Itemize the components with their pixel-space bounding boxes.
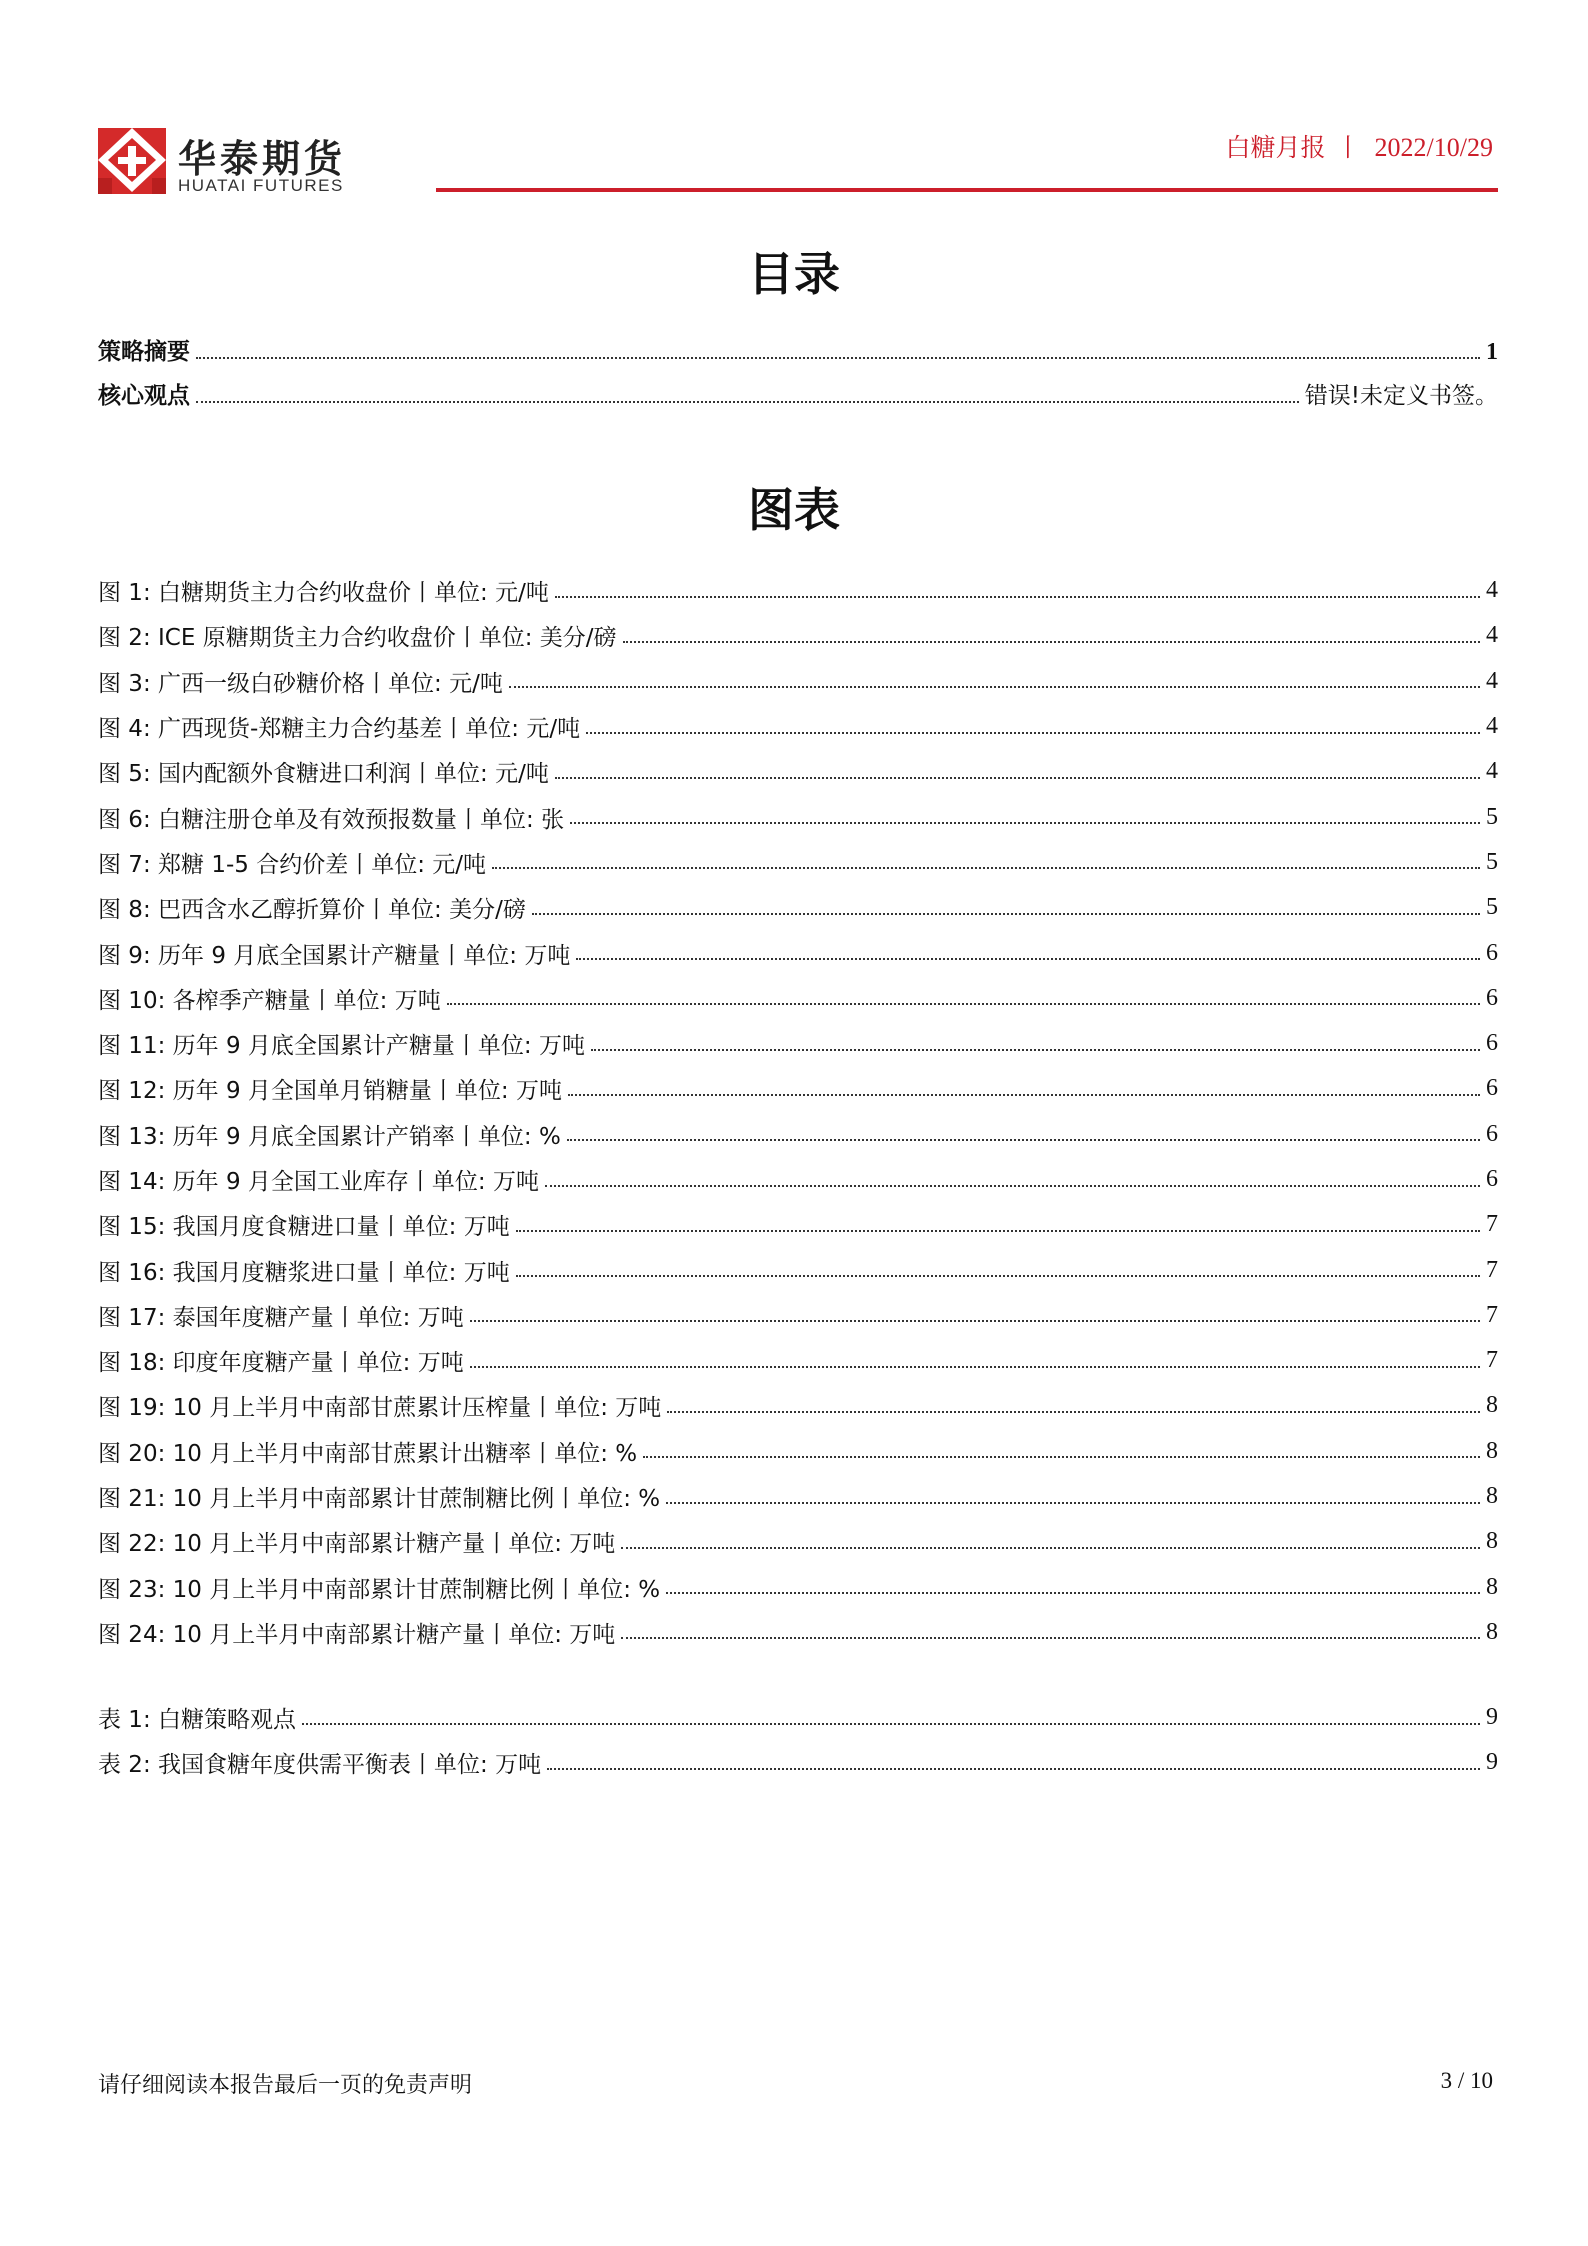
report-meta (1226, 128, 1493, 164)
figure-page: 4 (1486, 713, 1498, 740)
figure-entry[interactable] (98, 1293, 1498, 1338)
figure-page: 8 (1486, 1483, 1498, 1510)
figure-page: 5 (1486, 894, 1498, 921)
table-entry[interactable] (98, 1740, 1498, 1785)
footer-disclaimer: 请仔细阅读本报告最后一页的免责声明 (98, 2073, 473, 2098)
figure-entry[interactable] (98, 749, 1498, 794)
figure-page: 6 (1486, 1075, 1498, 1102)
logo-chinese-name: 华泰期货 (178, 137, 347, 181)
leader-dots (623, 641, 1481, 643)
figure-page: 7 (1486, 1347, 1498, 1374)
figure-label: 图 1: 白糖期货主力合约收盘价丨单位: 元/吨 (98, 580, 549, 607)
figure-entry[interactable] (98, 840, 1498, 885)
figure-label: 图 7: 郑糖 1-5 合约价差丨单位: 元/吨 (98, 851, 487, 878)
company-logo (98, 124, 398, 204)
leader-dots (570, 822, 1480, 824)
leader-dots (532, 913, 1480, 915)
table-label: 表 2: 我国食糖年度供需平衡表丨单位: 万吨 (98, 1752, 542, 1779)
figure-entry[interactable] (98, 976, 1498, 1021)
table-page: 9 (1486, 1704, 1498, 1731)
figure-page: 8 (1486, 1437, 1498, 1464)
leader-dots (621, 1547, 1480, 1549)
leader-dots (568, 1094, 1480, 1096)
leader-dots (555, 777, 1480, 779)
figure-entry[interactable] (98, 704, 1498, 749)
toc-entry[interactable] (98, 330, 1498, 366)
table-list (98, 1695, 1498, 1786)
figure-label: 图 20: 10 月上半月中南部甘蔗累计出糖率丨单位: % (98, 1440, 638, 1467)
figure-label: 图 9: 历年 9 月底全国累计产糖量丨单位: 万吨 (98, 942, 571, 969)
figure-label: 图 19: 10 月上半月中南部甘蔗累计压榨量丨单位: 万吨 (98, 1395, 662, 1422)
figure-entry[interactable] (98, 568, 1498, 613)
figure-page: 8 (1486, 1573, 1498, 1600)
huatai-logo-icon (98, 124, 166, 196)
figure-label: 图 10: 各榨季产糖量丨单位: 万吨 (98, 987, 441, 1014)
header-separator: 丨 (1335, 133, 1361, 162)
leader-dots (567, 1139, 1480, 1141)
figure-page: 6 (1486, 1120, 1498, 1147)
figure-page: 4 (1486, 622, 1498, 649)
table-label: 表 1: 白糖策略观点 (98, 1707, 297, 1734)
table-page: 9 (1486, 1749, 1498, 1776)
figure-label: 图 17: 泰国年度糖产量丨单位: 万吨 (98, 1304, 464, 1331)
figure-entry[interactable] (98, 1383, 1498, 1428)
figure-label: 图 2: ICE 原糖期货主力合约收盘价丨单位: 美分/磅 (98, 625, 617, 652)
figure-page: 6 (1486, 1030, 1498, 1057)
leader-dots (545, 1185, 1480, 1187)
leader-dots (667, 1411, 1480, 1413)
leader-dots (666, 1592, 1480, 1594)
figure-label: 图 18: 印度年度糖产量丨单位: 万吨 (98, 1350, 464, 1377)
figure-label: 图 16: 我国月度糖浆进口量丨单位: 万吨 (98, 1259, 510, 1286)
figure-label: 图 13: 历年 9 月底全国累计产销率丨单位: % (98, 1123, 561, 1150)
figure-page: 8 (1486, 1528, 1498, 1555)
leader-dots (516, 1275, 1480, 1277)
figure-entry[interactable] (98, 1157, 1498, 1202)
figure-entry[interactable] (98, 930, 1498, 975)
figure-page: 8 (1486, 1618, 1498, 1645)
figure-label: 图 3: 广西一级白砂糖价格丨单位: 元/吨 (98, 670, 503, 697)
figure-label: 图 24: 10 月上半月中南部累计糖产量丨单位: 万吨 (98, 1621, 616, 1648)
figure-entry[interactable] (98, 1474, 1498, 1519)
figure-entry[interactable] (98, 1429, 1498, 1474)
figure-entry[interactable] (98, 794, 1498, 839)
figure-entry[interactable] (98, 1565, 1498, 1610)
figure-page: 7 (1486, 1211, 1498, 1238)
figure-entry[interactable] (98, 1112, 1498, 1157)
header-divider (436, 188, 1498, 192)
figure-page: 7 (1486, 1256, 1498, 1283)
figure-label: 图 14: 历年 9 月全国工业库存丨单位: 万吨 (98, 1169, 539, 1195)
figure-label: 图 6: 白糖注册仓单及有效预报数量丨单位: 张 (98, 806, 565, 833)
figure-entry[interactable] (98, 613, 1498, 658)
leader-dots (621, 1637, 1480, 1639)
table-entry[interactable] (98, 1695, 1498, 1740)
leader-dots (555, 596, 1480, 598)
leader-dots (586, 732, 1480, 734)
toc-title: 目录 (748, 247, 840, 301)
figure-label: 图 23: 10 月上半月中南部累计甘蔗制糖比例丨单位: % (98, 1576, 661, 1603)
figure-page: 6 (1486, 939, 1498, 966)
figure-label: 图 4: 广西现货-郑糖主力合约基差丨单位: 元/吨 (98, 716, 581, 743)
figure-page: 4 (1486, 758, 1498, 785)
figure-label: 图 11: 历年 9 月底全国累计产糖量丨单位: 万吨 (98, 1033, 585, 1060)
leader-dots (470, 1320, 1480, 1322)
figure-entry[interactable] (98, 1519, 1498, 1564)
figure-label: 图 5: 国内配额外食糖进口利润丨单位: 元/吨 (98, 761, 549, 788)
leader-dots (470, 1366, 1480, 1368)
figure-label: 图 15: 我国月度食糖进口量丨单位: 万吨 (98, 1214, 510, 1241)
toc-entry-page: 错误!未定义书签。 (1304, 383, 1498, 409)
figure-page: 5 (1486, 848, 1498, 875)
figure-label: 图 12: 历年 9 月全国单月销糖量丨单位: 万吨 (98, 1078, 562, 1105)
figure-entry[interactable] (98, 1610, 1498, 1655)
leader-dots (302, 1723, 1480, 1725)
figure-entry[interactable] (98, 1021, 1498, 1066)
toc-entry[interactable] (98, 374, 1498, 410)
figure-label: 图 8: 巴西含水乙醇折算价丨单位: 美分/磅 (98, 897, 526, 924)
leader-dots (509, 686, 1480, 688)
figure-list (98, 568, 1498, 1655)
leader-dots (447, 1003, 1480, 1005)
figure-page: 6 (1486, 984, 1498, 1011)
figure-page: 6 (1486, 1166, 1498, 1192)
report-date: 2022/10/29 (1374, 133, 1493, 162)
leader-dots (196, 357, 1480, 359)
leader-dots (516, 1230, 1480, 1232)
figure-label: 图 22: 10 月上半月中南部累计糖产量丨单位: 万吨 (98, 1531, 616, 1558)
figure-entry[interactable] (98, 1338, 1498, 1383)
page-header (0, 0, 1588, 200)
figure-entry[interactable] (98, 885, 1498, 930)
figure-entry[interactable] (98, 1247, 1498, 1292)
figure-page: 4 (1486, 577, 1498, 604)
toc-entry-label: 核心观点 (98, 383, 190, 409)
leader-dots (196, 401, 1299, 403)
toc-entry-page: 1 (1486, 339, 1498, 365)
figure-entry[interactable] (98, 1066, 1498, 1111)
leader-dots (547, 1768, 1480, 1770)
leader-dots (666, 1502, 1480, 1504)
figure-label: 图 21: 10 月上半月中南部累计甘蔗制糖比例丨单位: % (98, 1486, 661, 1513)
figure-page: 5 (1486, 803, 1498, 830)
footer-page-number: 3 / 10 (1440, 2068, 1493, 2093)
logo-english-name: HUATAI FUTURES (178, 176, 344, 195)
leader-dots (591, 1049, 1480, 1051)
report-name: 白糖月报 (1225, 133, 1326, 162)
figure-page: 7 (1486, 1301, 1498, 1328)
leader-dots (576, 958, 1480, 960)
figure-page: 4 (1486, 667, 1498, 694)
leader-dots (643, 1456, 1480, 1458)
figures-title: 图表 (748, 483, 840, 537)
toc-entry-label: 策略摘要 (98, 339, 190, 365)
figure-entry[interactable] (98, 659, 1498, 704)
figure-entry[interactable] (98, 1202, 1498, 1247)
figure-page: 8 (1486, 1392, 1498, 1419)
leader-dots (492, 867, 1480, 869)
